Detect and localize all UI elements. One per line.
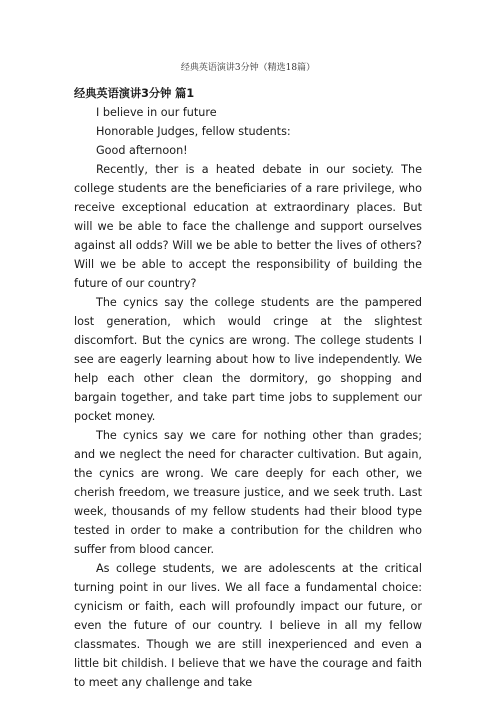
paragraph: Recently, ther is a heated debate in our society. The college students are the beneficiaries of a rare privilege, who receive exceptional education at extraordinary places. But will we be able to face the challenge and support ourselves against all odds? Will we be able to better the lives of others? Will we be able to accept the responsibility of building the future of our country? bbox=[74, 163, 422, 290]
paragraph: The cynics say the college students are the pampered lost generation, which would cringe at the slightest discomfort. But the cynics are wrong. The college students I see are eagerly learning about how to live independently. We help each other clean the dormitory, go shopping and bargain together, and take part time jobs to supplement our pocket money. bbox=[74, 296, 422, 423]
section-heading: 经典英语演讲3分钟 篇1 bbox=[74, 87, 195, 100]
paragraph: The cynics say we care for nothing other than grades; and we neglect the need for character cultivation. But again, the cynics are wrong. We care deeply for each other, we cherish freedom, we treasure justice, and we seek truth. Last week, thousands of my fellow students had their blood type tested in order to make a contribution for the children who suffer from blood cancer. bbox=[74, 429, 422, 556]
greeting-line: Good afternoon! bbox=[96, 144, 188, 157]
article-body bbox=[74, 84, 422, 692]
speech-title-line: I believe in our future bbox=[96, 106, 217, 119]
paragraph: As college students, we are adolescents at the critical turning point in our lives. We all face a fundamental choice: cynicism or faith, each will profoundly impact our future, or even the future of our country. I believe in all my fellow classmates. Though we are still inexperienced and even a little bit childish. I believe that we have the courage and faith to meet any challenge and take bbox=[74, 562, 422, 689]
salutation-line: Honorable Judges, fellow students: bbox=[96, 125, 291, 138]
running-header: 经典英语演讲3分钟（精选18篇） bbox=[180, 63, 316, 73]
